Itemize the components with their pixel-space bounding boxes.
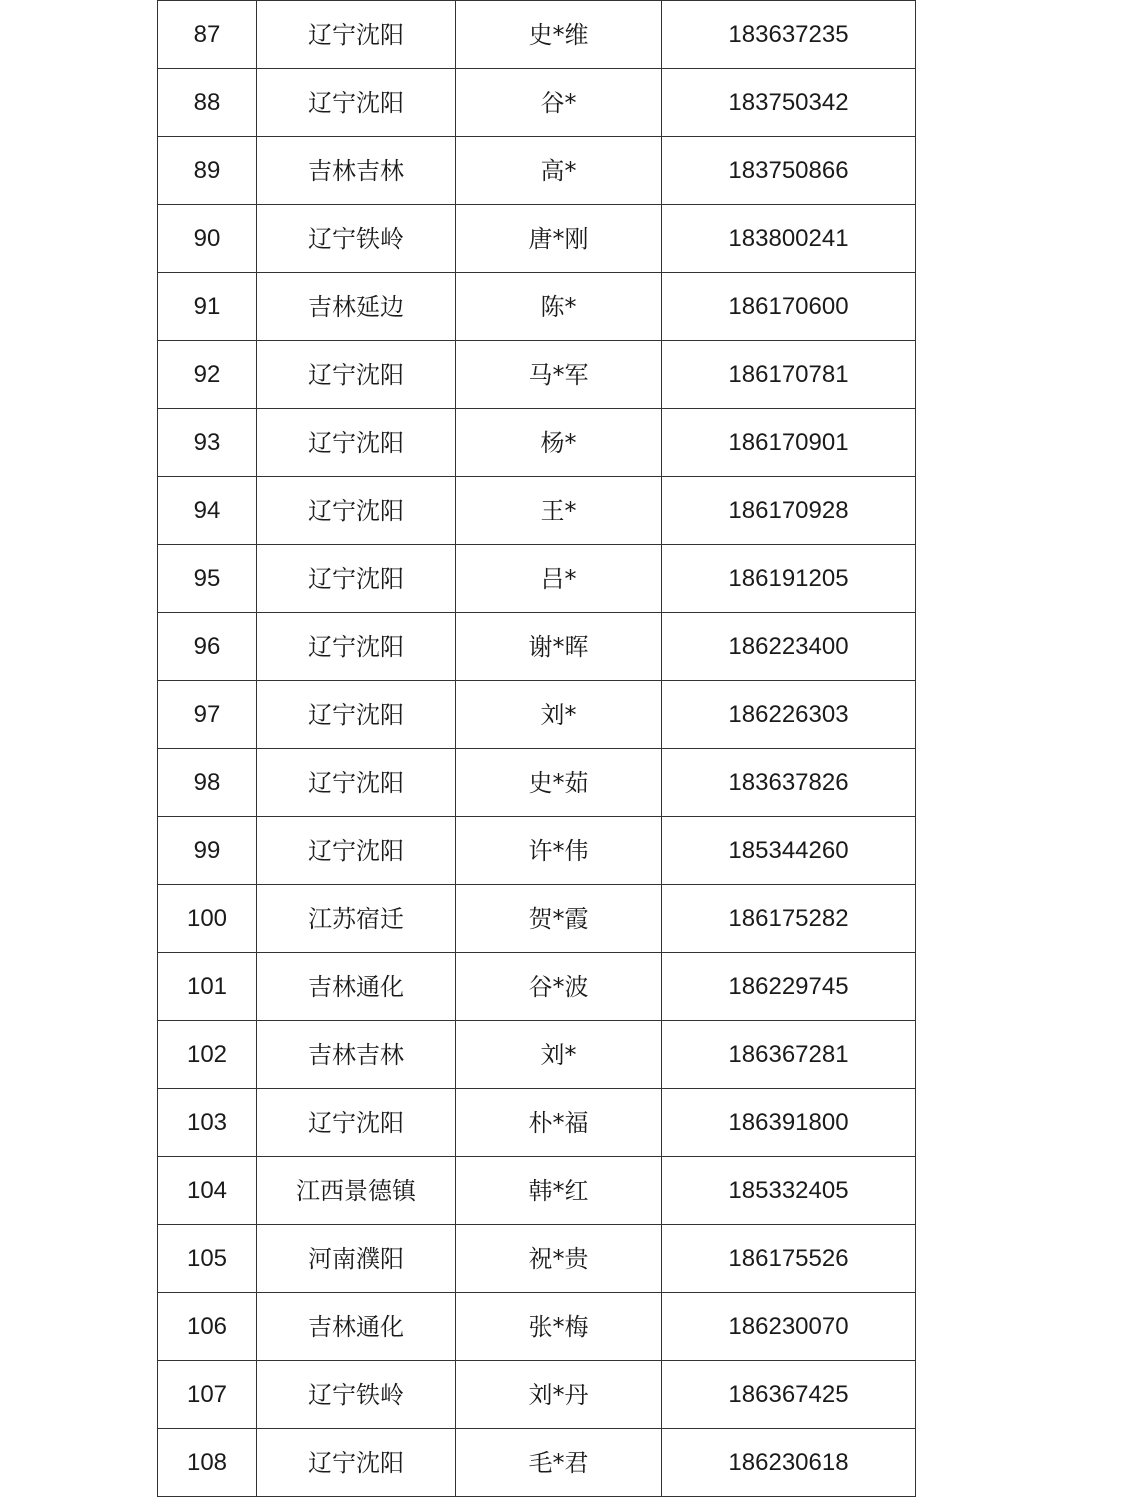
row-number-cell: 105: [158, 1225, 257, 1293]
phone-number-cell: 186170928: [662, 477, 916, 545]
person-name-cell: 王*: [456, 477, 662, 545]
table-row: [158, 885, 916, 953]
region-cell: 吉林吉林: [257, 137, 456, 205]
row-number-cell: 99: [158, 817, 257, 885]
person-name-cell: 毛*君: [456, 1429, 662, 1497]
person-name-cell: 杨*: [456, 409, 662, 477]
region-cell: 辽宁沈阳: [257, 545, 456, 613]
phone-number-cell: 186391800: [662, 1089, 916, 1157]
phone-number-cell: 186230070: [662, 1293, 916, 1361]
phone-number-cell: 186170600: [662, 273, 916, 341]
table-row: [158, 205, 916, 273]
row-number-cell: 87: [158, 1, 257, 69]
person-name-cell: 许*伟: [456, 817, 662, 885]
person-name-cell: 朴*福: [456, 1089, 662, 1157]
region-cell: 辽宁沈阳: [257, 749, 456, 817]
roster-table-body: [158, 1, 916, 1497]
person-name-cell: 吕*: [456, 545, 662, 613]
person-name-cell: 谷*波: [456, 953, 662, 1021]
phone-number-cell: 183637235: [662, 1, 916, 69]
person-name-cell: 刘*丹: [456, 1361, 662, 1429]
region-cell: 辽宁沈阳: [257, 409, 456, 477]
person-name-cell: 史*茹: [456, 749, 662, 817]
region-cell: 辽宁沈阳: [257, 1, 456, 69]
row-number-cell: 90: [158, 205, 257, 273]
region-cell: 河南濮阳: [257, 1225, 456, 1293]
phone-number-cell: 183800241: [662, 205, 916, 273]
phone-number-cell: 186229745: [662, 953, 916, 1021]
row-number-cell: 100: [158, 885, 257, 953]
phone-number-cell: 183750342: [662, 69, 916, 137]
person-name-cell: 唐*刚: [456, 205, 662, 273]
phone-number-cell: 185344260: [662, 817, 916, 885]
table-row: [158, 1, 916, 69]
table-row: [158, 1429, 916, 1497]
phone-number-cell: 186230618: [662, 1429, 916, 1497]
person-name-cell: 高*: [456, 137, 662, 205]
person-name-cell: 史*维: [456, 1, 662, 69]
table-row: [158, 545, 916, 613]
phone-number-cell: 186170901: [662, 409, 916, 477]
person-name-cell: 谷*: [456, 69, 662, 137]
row-number-cell: 104: [158, 1157, 257, 1225]
row-number-cell: 97: [158, 681, 257, 749]
person-name-cell: 刘*: [456, 1021, 662, 1089]
row-number-cell: 89: [158, 137, 257, 205]
row-number-cell: 88: [158, 69, 257, 137]
person-name-cell: 张*梅: [456, 1293, 662, 1361]
row-number-cell: 98: [158, 749, 257, 817]
table-row: [158, 817, 916, 885]
row-number-cell: 107: [158, 1361, 257, 1429]
table-row: [158, 953, 916, 1021]
person-name-cell: 谢*晖: [456, 613, 662, 681]
region-cell: 辽宁沈阳: [257, 1429, 456, 1497]
row-number-cell: 93: [158, 409, 257, 477]
table-row: [158, 409, 916, 477]
region-cell: 吉林通化: [257, 953, 456, 1021]
region-cell: 辽宁铁岭: [257, 1361, 456, 1429]
region-cell: 吉林延边: [257, 273, 456, 341]
row-number-cell: 92: [158, 341, 257, 409]
table-row: [158, 1021, 916, 1089]
region-cell: 辽宁沈阳: [257, 613, 456, 681]
phone-number-cell: 186191205: [662, 545, 916, 613]
row-number-cell: 94: [158, 477, 257, 545]
phone-number-cell: 186226303: [662, 681, 916, 749]
person-name-cell: 祝*贵: [456, 1225, 662, 1293]
region-cell: 辽宁沈阳: [257, 341, 456, 409]
phone-number-cell: 185332405: [662, 1157, 916, 1225]
table-row: [158, 681, 916, 749]
person-name-cell: 贺*霞: [456, 885, 662, 953]
region-cell: 辽宁沈阳: [257, 817, 456, 885]
person-name-cell: 陈*: [456, 273, 662, 341]
table-row: [158, 137, 916, 205]
table-row: [158, 69, 916, 137]
region-cell: 辽宁铁岭: [257, 205, 456, 273]
phone-number-cell: 186175526: [662, 1225, 916, 1293]
person-name-cell: 马*军: [456, 341, 662, 409]
table-row: [158, 1157, 916, 1225]
region-cell: 吉林吉林: [257, 1021, 456, 1089]
table-row: [158, 477, 916, 545]
phone-number-cell: 186175282: [662, 885, 916, 953]
row-number-cell: 91: [158, 273, 257, 341]
row-number-cell: 106: [158, 1293, 257, 1361]
table-row: [158, 1361, 916, 1429]
phone-number-cell: 186223400: [662, 613, 916, 681]
row-number-cell: 95: [158, 545, 257, 613]
table-row: [158, 341, 916, 409]
row-number-cell: 96: [158, 613, 257, 681]
phone-number-cell: 186367281: [662, 1021, 916, 1089]
region-cell: 辽宁沈阳: [257, 681, 456, 749]
table-row: [158, 749, 916, 817]
phone-number-cell: 186367425: [662, 1361, 916, 1429]
table-row: [158, 1089, 916, 1157]
row-number-cell: 103: [158, 1089, 257, 1157]
region-cell: 江苏宿迁: [257, 885, 456, 953]
roster-sheet: [157, 0, 915, 1497]
row-number-cell: 101: [158, 953, 257, 1021]
region-cell: 辽宁沈阳: [257, 69, 456, 137]
region-cell: 江西景德镇: [257, 1157, 456, 1225]
phone-number-cell: 183750866: [662, 137, 916, 205]
region-cell: 吉林通化: [257, 1293, 456, 1361]
table-row: [158, 613, 916, 681]
phone-number-cell: 183637826: [662, 749, 916, 817]
phone-number-cell: 186170781: [662, 341, 916, 409]
roster-table: [157, 0, 916, 1497]
table-row: [158, 1225, 916, 1293]
table-row: [158, 1293, 916, 1361]
person-name-cell: 刘*: [456, 681, 662, 749]
row-number-cell: 108: [158, 1429, 257, 1497]
region-cell: 辽宁沈阳: [257, 1089, 456, 1157]
region-cell: 辽宁沈阳: [257, 477, 456, 545]
row-number-cell: 102: [158, 1021, 257, 1089]
table-row: [158, 273, 916, 341]
person-name-cell: 韩*红: [456, 1157, 662, 1225]
